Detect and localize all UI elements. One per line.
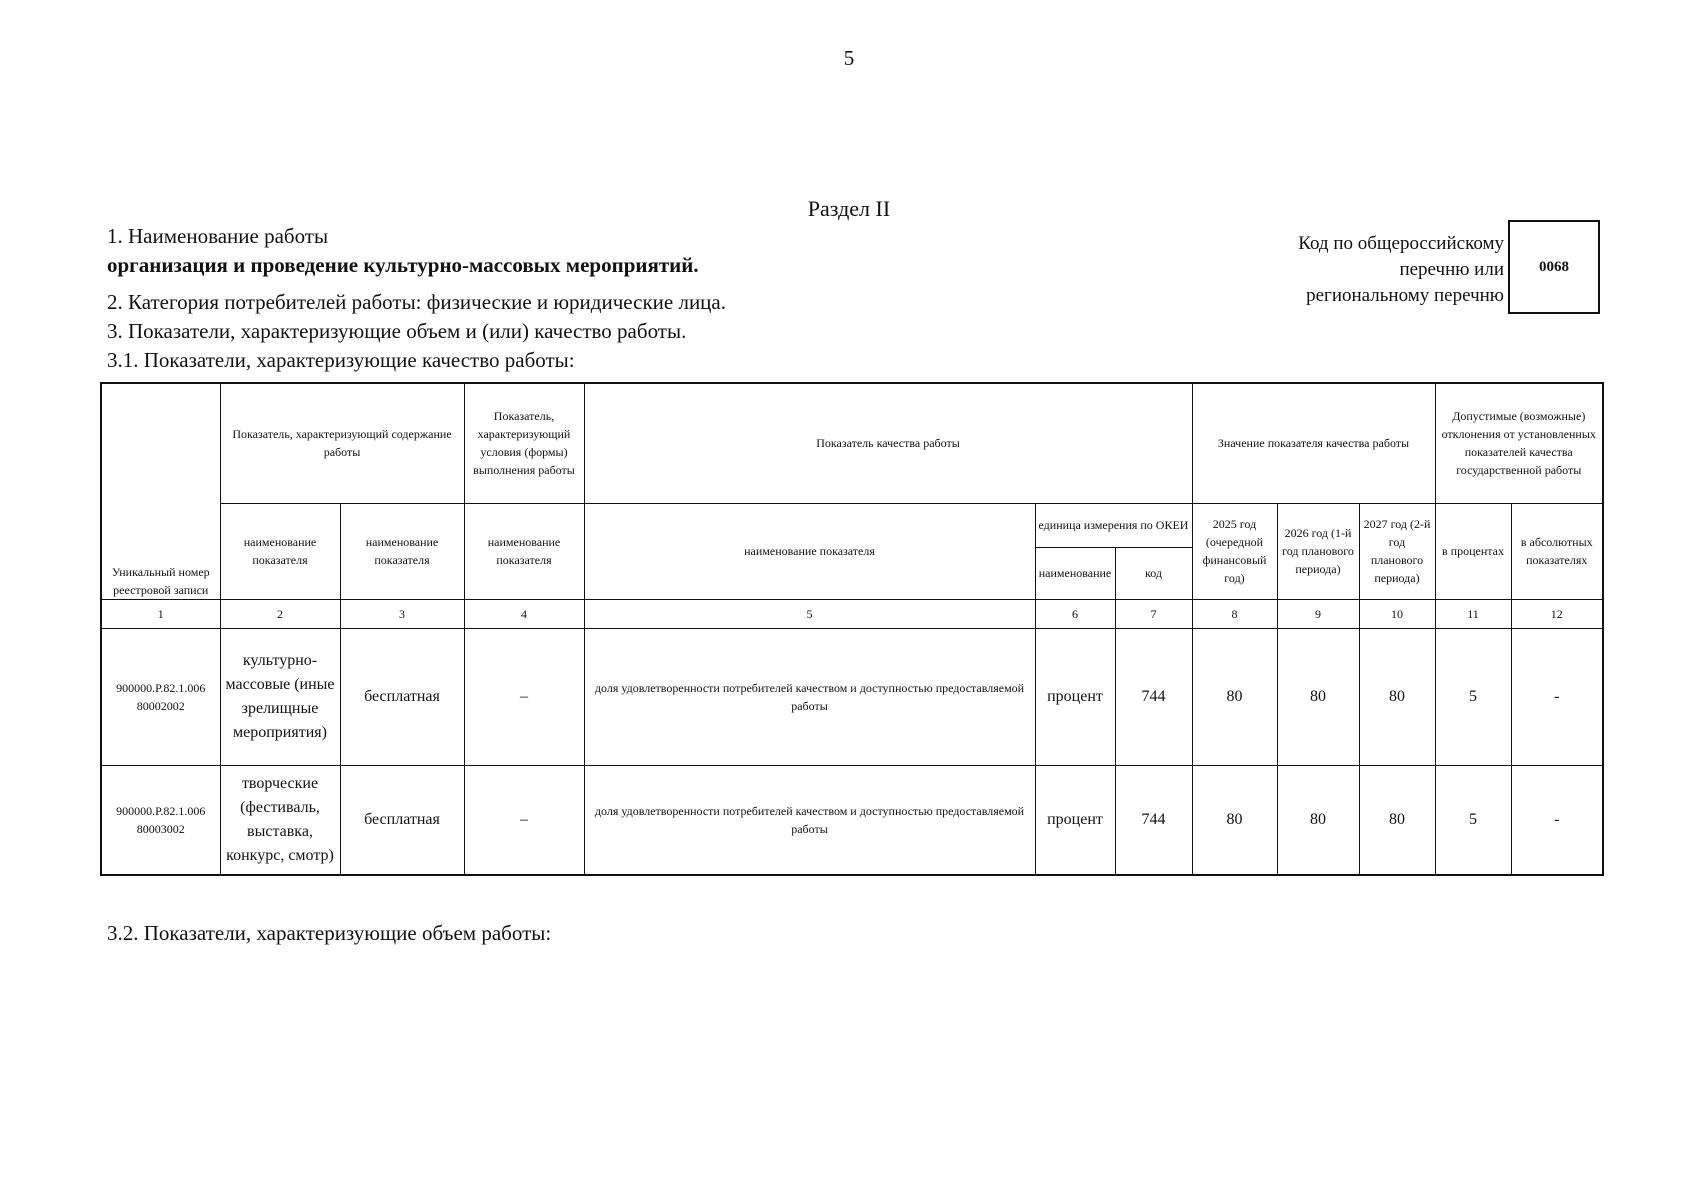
cell-content: творческие (фестиваль, выставка, конкурс, смотр) [220,765,340,875]
cell-unit-name: процент [1035,765,1115,875]
indicators-heading: 3. Показатели, характеризующие объем и (или) качество работы. [107,319,687,343]
header-year-2027: 2027 год (2-й год планового периода) [1359,503,1435,599]
work-name-value: организация и проведение культурно-массовых мероприятий. [107,253,699,277]
header-unit-code: код [1115,547,1192,599]
cell-deviation-percent: 5 [1435,628,1511,765]
column-number: 5 [584,599,1035,628]
cell-value-2025: 80 [1192,765,1277,875]
header-content-indicator: Показатель, характеризующий содержание работы [220,383,464,503]
cell-value-2026: 80 [1277,628,1359,765]
column-number: 10 [1359,599,1435,628]
cell-deviation-percent: 5 [1435,765,1511,875]
cell-content: культурно-массовые (иные зрелищные мероприятия) [220,628,340,765]
code-label-line: перечню или [1399,259,1504,280]
column-number: 12 [1511,599,1603,628]
table-row [101,765,1603,875]
header-condition-indicator: Показатель, характеризующий условия (формы) выполнения работы [464,383,584,503]
header-unit-name: наименование [1035,547,1115,599]
cell-condition-form: – [464,765,584,875]
cell-unique-number: 900000.Р.82.1.006 80002002 [101,628,220,765]
cell-indicator-name: доля удовлетворенности потребителей качеством и доступностью предоставляемой работы [584,628,1035,765]
header-indicator-name: наименование показателя [220,503,340,599]
column-number: 11 [1435,599,1511,628]
section-title: Раздел II [807,196,891,221]
quality-indicators-table [100,382,1604,876]
code-label-line: Код по общероссийскому [1298,233,1504,254]
header-indicator-name: наименование показателя [584,503,1035,599]
column-number: 1 [101,599,220,628]
volume-indicators-title: 3.2. Показатели, характеризующие объем работы: [107,921,552,945]
column-number: 4 [464,599,584,628]
cell-value-2027: 80 [1359,765,1435,875]
cell-deviation-absolute: - [1511,628,1603,765]
header-deviation: Допустимые (возможные) отклонения от установленных показателей качества государственной работы [1435,383,1603,503]
column-number: 3 [340,599,464,628]
cell-value-2025: 80 [1192,628,1277,765]
column-number-row [101,599,1603,628]
code-label-line: региональному перечню [1306,285,1504,306]
page-number: 5 [843,46,855,70]
header-year-2026: 2026 год (1-й год планового периода) [1277,503,1359,599]
consumers-category: 2. Категория потребителей работы: физические и юридические лица. [107,290,726,314]
header-unique-number: Уникальный номер реестровой записи [101,383,220,599]
header-indicator-name: наименование показателя [464,503,584,599]
registry-code-value: 0068 [1539,258,1569,275]
header-unit-okei: единица измерения по ОКЕИ [1035,503,1192,547]
cell-condition: бесплатная [340,765,464,875]
work-name-label: 1. Наименование работы [107,224,329,248]
column-number: 7 [1115,599,1192,628]
cell-unit-code: 744 [1115,628,1192,765]
column-number: 6 [1035,599,1115,628]
quality-indicators-title: 3.1. Показатели, характеризующие качество работы: [107,348,575,372]
header-in-percent: в процентах [1435,503,1511,599]
registry-code-box [1508,220,1600,314]
header-indicator-name: наименование показателя [340,503,464,599]
header-quality-indicator: Показатель качества работы [584,383,1192,503]
cell-unique-number: 900000.Р.82.1.006 80003002 [101,765,220,875]
column-number: 8 [1192,599,1277,628]
cell-condition: бесплатная [340,628,464,765]
cell-unit-name: процент [1035,628,1115,765]
table-row [101,628,1603,765]
cell-deviation-absolute: - [1511,765,1603,875]
column-number: 2 [220,599,340,628]
header-year-2025: 2025 год (очередной финансовый год) [1192,503,1277,599]
header-quality-value: Значение показателя качества работы [1192,383,1435,503]
cell-indicator-name: доля удовлетворенности потребителей качеством и доступностью предоставляемой работы [584,765,1035,875]
header-in-absolute: в абсолютных показателях [1511,503,1603,599]
code-label [1268,231,1504,309]
cell-value-2026: 80 [1277,765,1359,875]
column-number: 9 [1277,599,1359,628]
cell-unit-code: 744 [1115,765,1192,875]
cell-value-2027: 80 [1359,628,1435,765]
cell-condition-form: – [464,628,584,765]
